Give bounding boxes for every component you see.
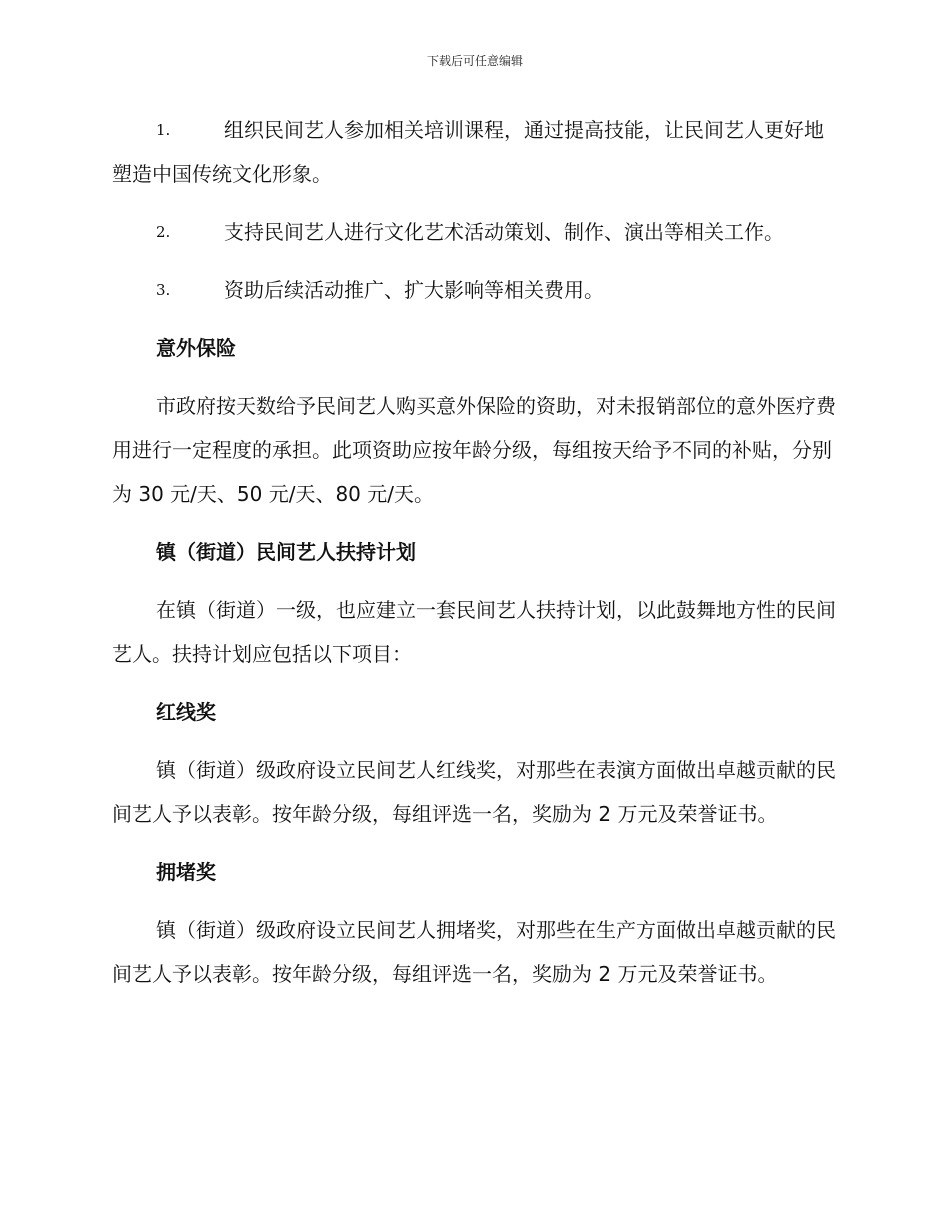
section-heading-support: 拥堵奖 — [156, 860, 216, 884]
list-number: 1. — [156, 121, 171, 139]
list-item-text: 支持民间艺人进行文化艺术活动策划、制作、演出等相关工作。 — [224, 220, 784, 244]
section-heading-red-line: 红线奖 — [156, 700, 216, 724]
section-heading-town-plan: 镇（街道）民间艺人扶持计划 — [156, 540, 416, 564]
section-heading-insurance: 意外保险 — [156, 336, 236, 360]
list-item-text: 资助后续活动推广、扩大影响等相关费用。 — [224, 278, 604, 302]
section-paragraph-red-line: 镇（街道）级政府设立民间艺人红线奖，对那些在表演方面做出卓越贡献的民间艺人予以表彰。按年龄分级，每组评选一名，奖励为 2 万元及荣誉证书。 — [112, 758, 836, 826]
section-paragraph-support: 镇（街道）级政府设立民间艺人拥堵奖，对那些在生产方面做出卓越贡献的民间艺人予以表彰。按年龄分级，每组评选一名，奖励为 2 万元及荣誉证书。 — [112, 918, 836, 986]
page-header: 下载后可任意编辑 — [426, 54, 523, 68]
list-item-text: 组织民间艺人参加相关培训课程，通过提高技能，让民间艺人更好地塑造中国传统文化形象。 — [112, 118, 824, 186]
section-paragraph-town-plan: 在镇（街道）一级，也应建立一套民间艺人扶持计划，以此鼓舞地方性的民间艺人。扶持计划应包括以下项目： — [112, 598, 836, 666]
document-body — [112, 108, 836, 1010]
list-item-2 — [112, 210, 836, 254]
list-number: 2. — [156, 223, 171, 241]
list-number: 3. — [156, 281, 171, 299]
section-paragraph-insurance: 市政府按天数给予民间艺人购买意外保险的资助，对未报销部位的意外医疗费用进行一定程度的承担。此项资助应按年龄分级，每组按天给予不同的补贴，分别为 30 元/天、50 元/天、80 元/天。 — [112, 394, 836, 506]
list-item-3 — [112, 268, 836, 312]
list-item-1 — [112, 108, 836, 196]
